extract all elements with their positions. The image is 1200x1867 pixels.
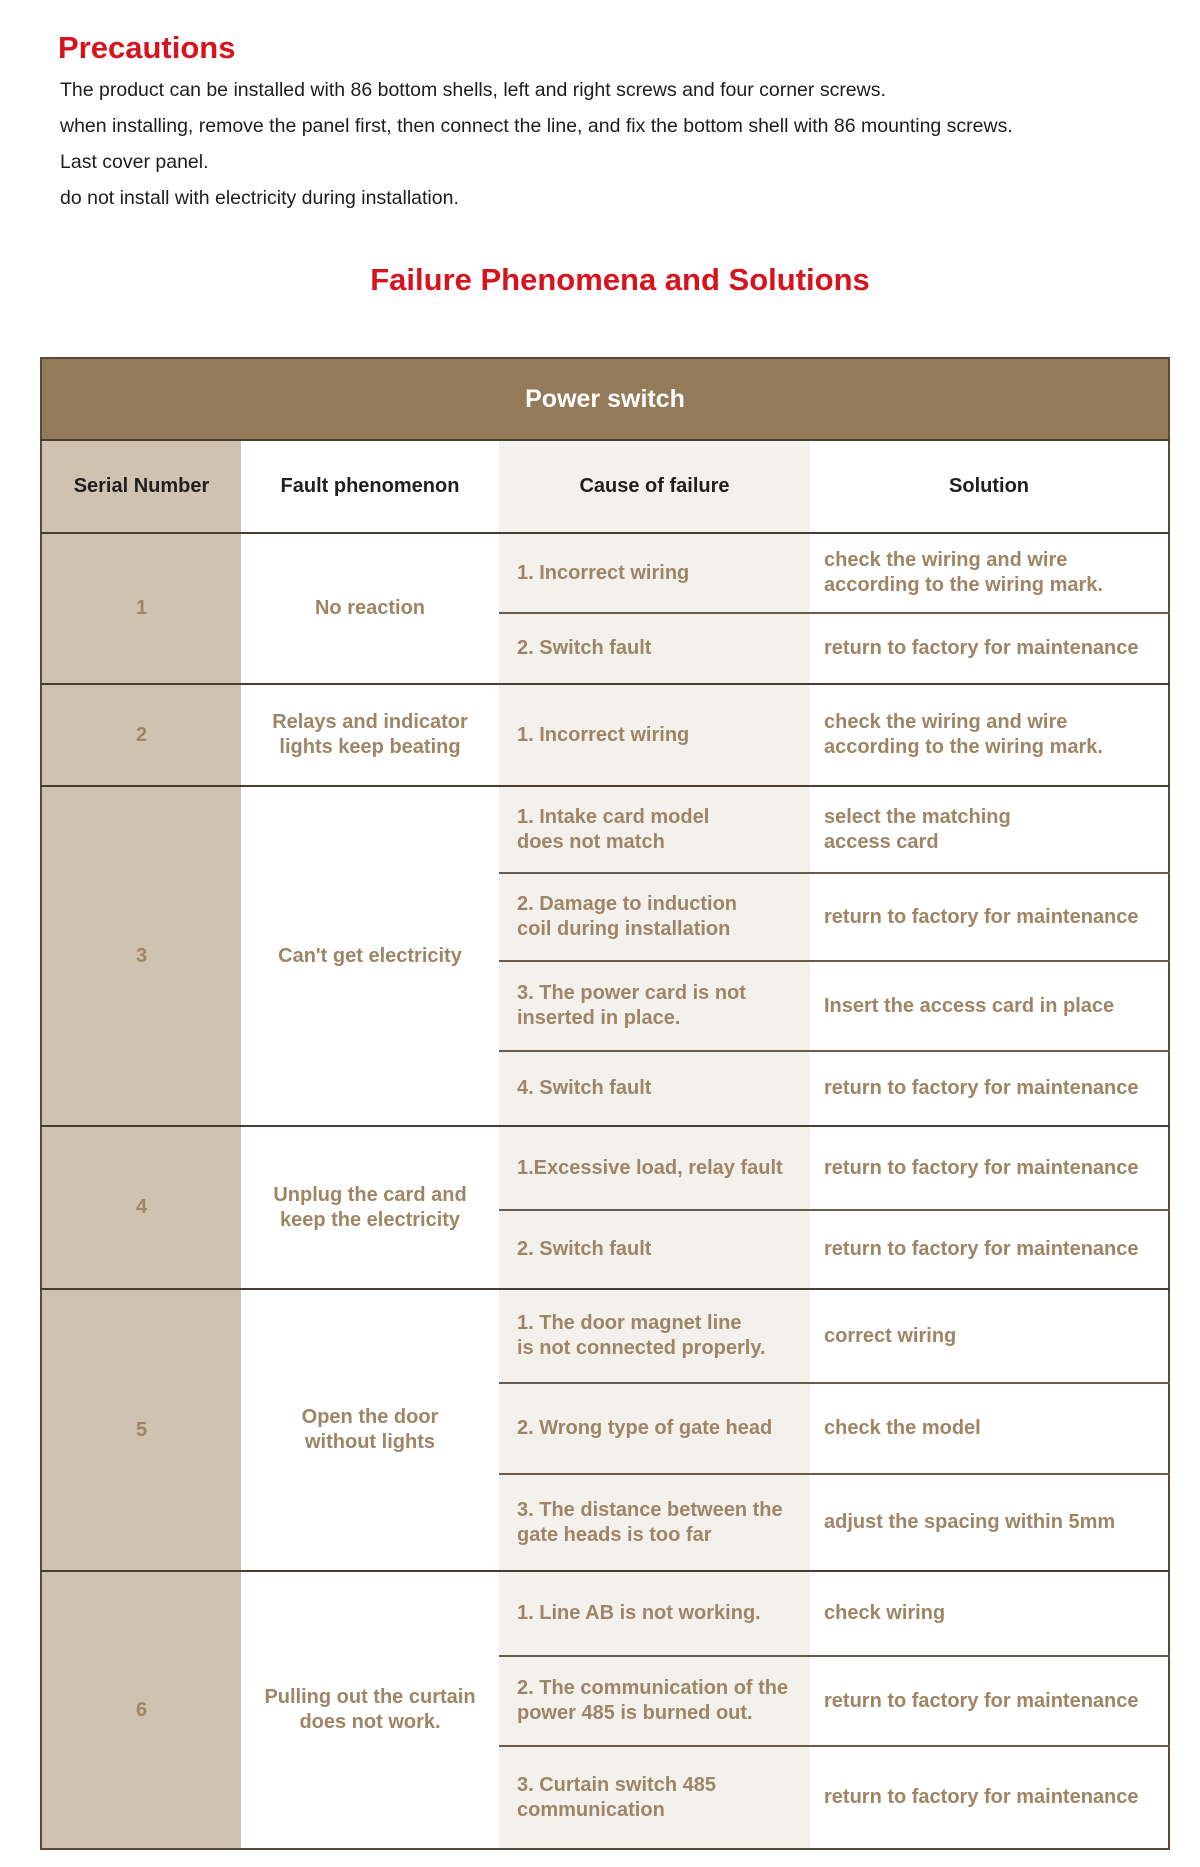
solution-cell: check the model — [810, 1383, 1169, 1474]
solution-cell: return to factory for maintenance — [810, 613, 1169, 684]
solution-cell: correct wiring — [810, 1289, 1169, 1383]
serial-cell: 3 — [41, 786, 241, 1126]
solution-cell: return to factory for maintenance — [810, 1210, 1169, 1289]
cause-cell: 3. The distance between the gate heads is too far — [499, 1474, 810, 1571]
precaution-line: do not install with electricity during installation. — [60, 187, 459, 209]
cause-cell: 1. Line AB is not working. — [499, 1571, 810, 1656]
cause-cell: 3. The power card is not inserted in place. — [499, 961, 810, 1051]
table-row — [41, 684, 1169, 786]
fault-cell: Can't get electricity — [241, 786, 499, 1126]
serial-cell: 4 — [41, 1126, 241, 1289]
cause-cell: 2. The communication of the power 485 is burned out. — [499, 1656, 810, 1746]
solution-cell: return to factory for maintenance — [810, 1051, 1169, 1126]
table-row — [41, 1571, 1169, 1656]
solution-cell: return to factory for maintenance — [810, 1656, 1169, 1746]
table-row — [41, 533, 1169, 613]
failure-section-title: Failure Phenomena and Solutions — [370, 262, 870, 297]
table-row — [41, 1289, 1169, 1383]
solution-cell: check wiring — [810, 1571, 1169, 1656]
solution-cell: return to factory for maintenance — [810, 1126, 1169, 1210]
cause-cell: 1. The door magnet line is not connected properly. — [499, 1289, 810, 1383]
solution-cell: adjust the spacing within 5mm — [810, 1474, 1169, 1571]
cause-cell: 2. Switch fault — [499, 1210, 810, 1289]
cause-cell: 2. Switch fault — [499, 613, 810, 684]
fault-cell: Pulling out the curtain does not work. — [241, 1571, 499, 1849]
precaution-line: Last cover panel. — [60, 151, 209, 173]
precaution-line: when installing, remove the panel first, then connect the line, and fix the bottom shell with 86 mounting screws. — [60, 115, 1013, 137]
solution-cell: return to factory for maintenance — [810, 1746, 1169, 1849]
serial-cell: 6 — [41, 1571, 241, 1849]
solution-cell: Insert the access card in place — [810, 961, 1169, 1051]
serial-cell: 1 — [41, 533, 241, 684]
solution-cell: select the matching access card — [810, 786, 1169, 873]
table-title: Power switch — [41, 358, 1169, 440]
header-fault-phenomenon: Fault phenomenon — [241, 440, 499, 533]
cause-cell: 4. Switch fault — [499, 1051, 810, 1126]
cause-cell: 1. Intake card model does not match — [499, 786, 810, 873]
serial-cell: 2 — [41, 684, 241, 786]
fault-cell: No reaction — [241, 533, 499, 684]
header-solution: Solution — [810, 440, 1169, 533]
header-serial-number: Serial Number — [41, 440, 241, 533]
cause-cell: 3. Curtain switch 485 communication — [499, 1746, 810, 1849]
solution-cell: check the wiring and wire according to the wiring mark. — [810, 684, 1169, 786]
table-row — [41, 1126, 1169, 1210]
fault-cell: Unplug the card and keep the electricity — [241, 1126, 499, 1289]
fault-cell: Relays and indicator lights keep beating — [241, 684, 499, 786]
cause-cell: 1. Incorrect wiring — [499, 533, 810, 613]
table-row — [41, 786, 1169, 873]
cause-cell: 1.Excessive load, relay fault — [499, 1126, 810, 1210]
cause-cell: 2. Damage to induction coil during installation — [499, 873, 810, 961]
fault-table — [40, 357, 1170, 1850]
serial-cell: 5 — [41, 1289, 241, 1571]
precautions-list — [60, 72, 1180, 216]
fault-cell: Open the door without lights — [241, 1289, 499, 1571]
precaution-line: The product can be installed with 86 bottom shells, left and right screws and four corner screws. — [60, 79, 886, 101]
cause-cell: 2. Wrong type of gate head — [499, 1383, 810, 1474]
header-cause-of-failure: Cause of failure — [499, 440, 810, 533]
cause-cell: 1. Incorrect wiring — [499, 684, 810, 786]
precautions-title: Precautions — [58, 30, 236, 65]
solution-cell: return to factory for maintenance — [810, 873, 1169, 961]
solution-cell: check the wiring and wire according to the wiring mark. — [810, 533, 1169, 613]
